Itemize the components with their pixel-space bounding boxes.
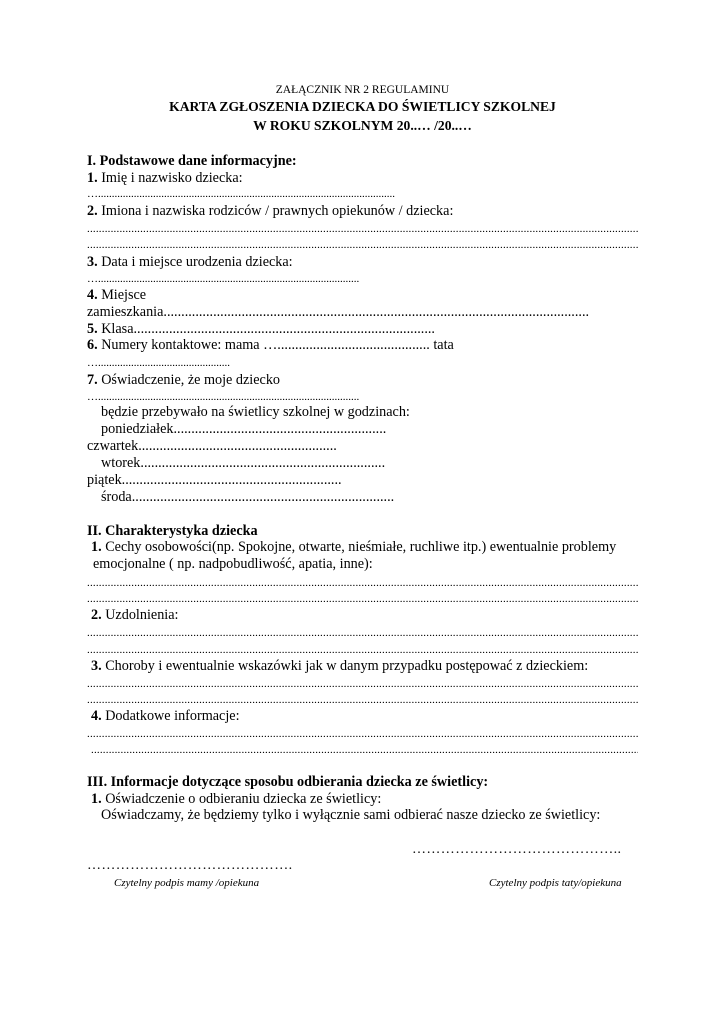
father-signature-line[interactable]: …………………………………….. (412, 842, 622, 857)
talents-field-2[interactable] (87, 643, 638, 657)
s1-q2-number: 2. (87, 203, 98, 219)
s2-q1-number: 1. (91, 539, 102, 555)
s1-q4-text: Miejsce (101, 287, 147, 303)
pickup-declaration: Oświadczamy, że będziemy tylko i wyłącznie sami odbierać nasze dziecko ze świetlicy: (101, 807, 601, 823)
illnesses-field-2[interactable] (87, 693, 638, 707)
s1-q3-label (87, 254, 293, 271)
parents-names-field-1[interactable] (87, 222, 638, 236)
s1-q1-label (87, 170, 243, 187)
additional-info-field-1[interactable] (87, 727, 638, 741)
s2-q4-text: Dodatkowe informacje: (105, 708, 240, 724)
birth-date-place-field[interactable]: …............................................................................................... (87, 273, 360, 285)
hours-intro: będzie przebywało na świetlicy szkolnej w godzinach: (101, 404, 410, 420)
s3-q1-label (91, 791, 381, 808)
s2-q2-number: 2. (91, 607, 102, 623)
s2-q1-text-cont: emocjonalne ( np. nadpobudliwość, apatia, inne): (93, 556, 373, 572)
contact-numbers-field[interactable]: Numery kontaktowe: mama …........................................... tata (101, 337, 454, 353)
friday-hours-field[interactable]: piątek.............................................................. (87, 472, 342, 488)
s1-q7-text: Oświadczenie, że moje dziecko (101, 372, 281, 388)
s2-q3-text: Choroby i ewentualnie wskazówki jak w danym przypadku postępować z dzieckiem: (105, 658, 589, 674)
child-name-field[interactable]: …............................................................................................................ (87, 188, 395, 200)
school-year-line: W ROKU SZKOLNYM 20..… /20..… (253, 118, 472, 133)
father-signature-caption: Czytelny podpis taty/opiekuna (489, 877, 622, 889)
s2-q2-label (91, 607, 178, 624)
s1-q2-text: Imiona i nazwiska rodziców / prawnych opiekunów / dziecka: (101, 203, 454, 219)
s1-q3-text: Data i miejsce urodzenia dziecka: (101, 254, 293, 270)
s1-q6-number: 6. (87, 337, 98, 353)
s1-q1-text: Imię i nazwisko dziecka: (101, 170, 243, 186)
parents-names-field-2[interactable] (87, 238, 638, 252)
s1-q6-label (87, 337, 454, 354)
personality-field-2[interactable] (87, 592, 638, 606)
s2-q3-number: 3. (91, 658, 102, 674)
wednesday-hours-field[interactable]: środa.......................................................................... (101, 489, 395, 505)
form-title: KARTA ZGŁOSZENIA DZIECKA DO ŚWIETLICY SZKOLNEJ (169, 99, 556, 114)
s2-q3-label (91, 658, 588, 675)
contact-father-field[interactable]: …................................................ (87, 357, 230, 369)
s2-q1-label (91, 539, 616, 556)
s2-q4-label (91, 708, 240, 725)
personality-field-1[interactable] (87, 576, 638, 590)
section-1-heading: I. Podstawowe dane informacyjne: (87, 153, 297, 169)
s1-q5-label (87, 321, 435, 338)
monday-hours-field[interactable]: poniedziałek............................................................ (101, 421, 387, 437)
class-field[interactable]: Klasa..................................................................................... (101, 321, 435, 337)
s1-q1-number: 1. (87, 170, 98, 186)
s1-q7-label (87, 372, 280, 389)
mother-signature-line[interactable]: ……………………………………. (87, 858, 293, 873)
s3-q1-text: Oświadczenie o odbieraniu dziecka ze świetlicy: (105, 791, 382, 807)
annex-label: ZAŁĄCZNIK NR 2 REGULAMINU (275, 84, 450, 96)
s2-q1-text: Cechy osobowości(np. Spokojne, otwarte, nieśmiałe, ruchliwe itp.) ewentualnie problemy (105, 539, 617, 555)
s1-q3-number: 3. (87, 254, 98, 270)
tuesday-hours-field[interactable]: wtorek..................................................................... (101, 455, 386, 471)
additional-info-field-2[interactable] (91, 743, 638, 757)
mother-signature-caption: Czytelny podpis mamy /opiekuna (114, 877, 260, 889)
s2-q2-text: Uzdolnienia: (105, 607, 179, 623)
declaration-child-field[interactable]: …............................................................................................... (87, 391, 360, 403)
s2-q4-number: 4. (91, 708, 102, 724)
s1-q5-number: 5. (87, 321, 98, 337)
address-field[interactable]: zamieszkania........................................................................................................................ (87, 304, 590, 320)
talents-field-1[interactable] (87, 626, 638, 640)
s1-q2-label (87, 203, 453, 220)
s3-q1-number: 1. (91, 791, 102, 807)
s1-q7-number: 7. (87, 372, 98, 388)
s1-q4-label (87, 287, 146, 304)
section-3-heading: III. Informacje dotyczące sposobu odbierania dziecka ze świetlicy: (87, 774, 489, 790)
section-2-heading: II. Charakterystyka dziecka (87, 523, 258, 539)
illnesses-field-1[interactable] (87, 677, 638, 691)
s1-q4-number: 4. (87, 287, 98, 303)
thursday-hours-field[interactable]: czwartek........................................................ (87, 438, 337, 454)
